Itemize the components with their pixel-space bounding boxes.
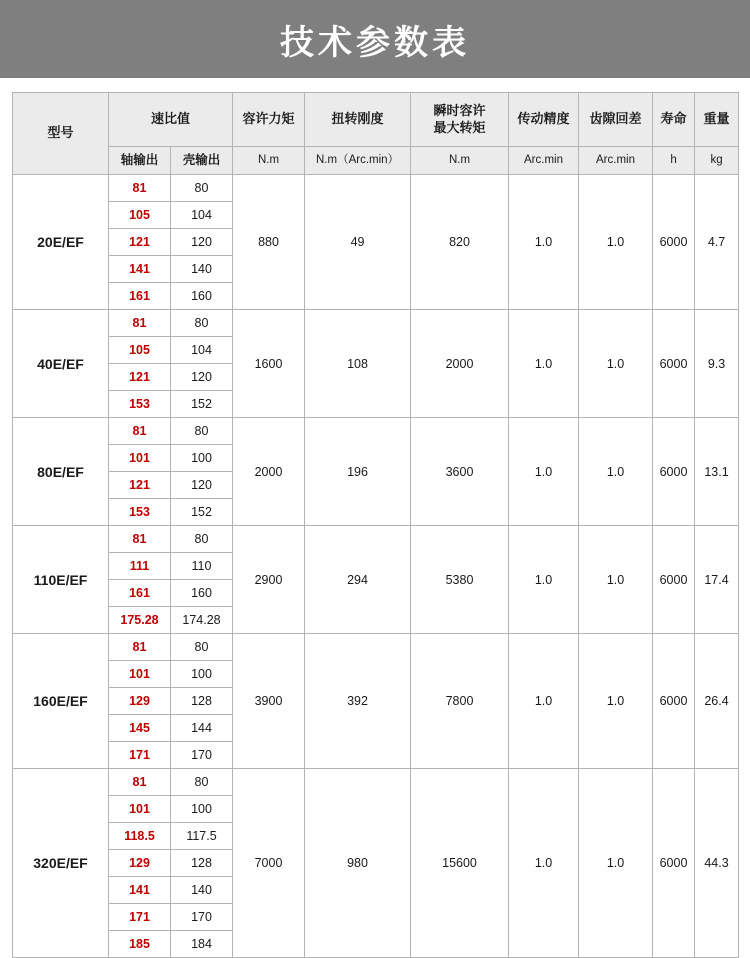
cell-ratio-shaft: 121: [109, 472, 171, 499]
table-row: [13, 418, 739, 445]
cell-momentary-max-torque: 15600: [411, 769, 509, 958]
cell-backlash: 1.0: [579, 175, 653, 310]
specification-table: [12, 92, 739, 958]
cell-life: 6000: [653, 418, 695, 526]
cell-ratio-shell: 174.28: [171, 607, 233, 634]
header-ratio-group: 速比值: [109, 93, 233, 147]
cell-torsional-stiffness: 980: [305, 769, 411, 958]
cell-momentary-max-torque: 7800: [411, 634, 509, 769]
cell-ratio-shell: 80: [171, 769, 233, 796]
table-row: [13, 310, 739, 337]
cell-transmission-precision: 1.0: [509, 418, 579, 526]
cell-ratio-shell: 144: [171, 715, 233, 742]
header-weight: 重量: [695, 93, 739, 147]
cell-transmission-precision: 1.0: [509, 175, 579, 310]
cell-allow-torque: 1600: [233, 310, 305, 418]
header-ratio-shaft: 轴输出: [109, 147, 171, 175]
table-row: [13, 526, 739, 553]
cell-weight: 44.3: [695, 769, 739, 958]
header-backlash: 齿隙回差: [579, 93, 653, 147]
header-momentary-max-torque-line1: 瞬时容许: [433, 103, 486, 119]
cell-ratio-shell: 152: [171, 499, 233, 526]
cell-weight: 26.4: [695, 634, 739, 769]
cell-allow-torque: 2000: [233, 418, 305, 526]
unit-torsional-stiffness: N.m（Arc.min）: [305, 147, 411, 175]
header-life: 寿命: [653, 93, 695, 147]
cell-ratio-shaft: 171: [109, 904, 171, 931]
cell-ratio-shaft: 81: [109, 418, 171, 445]
cell-ratio-shaft: 175.28: [109, 607, 171, 634]
cell-ratio-shaft: 111: [109, 553, 171, 580]
cell-ratio-shaft: 118.5: [109, 823, 171, 850]
cell-ratio-shell: 80: [171, 526, 233, 553]
cell-life: 6000: [653, 310, 695, 418]
page-title: 技术参数表: [280, 23, 470, 62]
cell-momentary-max-torque: 3600: [411, 418, 509, 526]
cell-ratio-shaft: 153: [109, 499, 171, 526]
cell-ratio-shell: 80: [171, 310, 233, 337]
cell-weight: 9.3: [695, 310, 739, 418]
cell-ratio-shaft: 153: [109, 391, 171, 418]
cell-ratio-shaft: 105: [109, 202, 171, 229]
cell-model: 110E/EF: [13, 526, 109, 634]
header-row-units: [13, 147, 739, 175]
cell-weight: 13.1: [695, 418, 739, 526]
cell-ratio-shell: 170: [171, 742, 233, 769]
cell-ratio-shell: 120: [171, 364, 233, 391]
table-row: [13, 769, 739, 796]
cell-ratio-shaft: 161: [109, 580, 171, 607]
cell-transmission-precision: 1.0: [509, 634, 579, 769]
cell-torsional-stiffness: 196: [305, 418, 411, 526]
cell-model: 80E/EF: [13, 418, 109, 526]
cell-ratio-shell: 104: [171, 202, 233, 229]
cell-ratio-shaft: 141: [109, 256, 171, 283]
cell-ratio-shell: 140: [171, 256, 233, 283]
cell-momentary-max-torque: 2000: [411, 310, 509, 418]
cell-ratio-shell: 120: [171, 229, 233, 256]
header-model: 型号: [13, 93, 109, 175]
cell-model: 160E/EF: [13, 634, 109, 769]
cell-ratio-shaft: 121: [109, 229, 171, 256]
cell-ratio-shell: 110: [171, 553, 233, 580]
cell-ratio-shell: 100: [171, 661, 233, 688]
cell-ratio-shaft: 81: [109, 769, 171, 796]
table-head: [13, 93, 739, 175]
cell-ratio-shell: 80: [171, 418, 233, 445]
cell-ratio-shell: 117.5: [171, 823, 233, 850]
cell-ratio-shell: 104: [171, 337, 233, 364]
cell-model: 320E/EF: [13, 769, 109, 958]
cell-weight: 4.7: [695, 175, 739, 310]
cell-backlash: 1.0: [579, 310, 653, 418]
cell-backlash: 1.0: [579, 634, 653, 769]
cell-momentary-max-torque: 5380: [411, 526, 509, 634]
cell-ratio-shaft: 101: [109, 661, 171, 688]
unit-momentary-max-torque: N.m: [411, 147, 509, 175]
header-ratio-shell: 壳输出: [171, 147, 233, 175]
cell-transmission-precision: 1.0: [509, 526, 579, 634]
table-body: [13, 175, 739, 958]
cell-ratio-shell: 160: [171, 283, 233, 310]
cell-ratio-shaft: 105: [109, 337, 171, 364]
cell-ratio-shell: 120: [171, 472, 233, 499]
cell-ratio-shell: 170: [171, 904, 233, 931]
cell-momentary-max-torque: 820: [411, 175, 509, 310]
cell-ratio-shaft: 81: [109, 634, 171, 661]
cell-model: 20E/EF: [13, 175, 109, 310]
cell-torsional-stiffness: 49: [305, 175, 411, 310]
cell-torsional-stiffness: 392: [305, 634, 411, 769]
cell-ratio-shaft: 185: [109, 931, 171, 958]
cell-ratio-shell: 100: [171, 796, 233, 823]
cell-ratio-shell: 80: [171, 634, 233, 661]
cell-ratio-shell: 152: [171, 391, 233, 418]
cell-weight: 17.4: [695, 526, 739, 634]
cell-torsional-stiffness: 294: [305, 526, 411, 634]
cell-allow-torque: 7000: [233, 769, 305, 958]
cell-life: 6000: [653, 769, 695, 958]
cell-backlash: 1.0: [579, 526, 653, 634]
cell-torsional-stiffness: 108: [305, 310, 411, 418]
cell-ratio-shell: 80: [171, 175, 233, 202]
cell-ratio-shaft: 81: [109, 310, 171, 337]
cell-ratio-shaft: 121: [109, 364, 171, 391]
cell-ratio-shaft: 81: [109, 175, 171, 202]
cell-ratio-shaft: 101: [109, 445, 171, 472]
cell-allow-torque: 880: [233, 175, 305, 310]
cell-ratio-shaft: 129: [109, 688, 171, 715]
page-banner: [0, 0, 750, 78]
cell-ratio-shell: 184: [171, 931, 233, 958]
cell-ratio-shaft: 141: [109, 877, 171, 904]
header-momentary-max-torque-line2: 最大转矩: [433, 119, 486, 135]
cell-life: 6000: [653, 526, 695, 634]
cell-allow-torque: 2900: [233, 526, 305, 634]
header-momentary-max-torque: [411, 93, 509, 147]
unit-allow-torque: N.m: [233, 147, 305, 175]
table-row: [13, 634, 739, 661]
cell-ratio-shaft: 171: [109, 742, 171, 769]
cell-life: 6000: [653, 175, 695, 310]
header-allow-torque: 容许力矩: [233, 93, 305, 147]
cell-ratio-shaft: 101: [109, 796, 171, 823]
cell-backlash: 1.0: [579, 769, 653, 958]
cell-allow-torque: 3900: [233, 634, 305, 769]
table-row: [13, 175, 739, 202]
cell-ratio-shell: 140: [171, 877, 233, 904]
cell-ratio-shaft: 81: [109, 526, 171, 553]
cell-backlash: 1.0: [579, 418, 653, 526]
cell-ratio-shaft: 145: [109, 715, 171, 742]
unit-life: h: [653, 147, 695, 175]
cell-life: 6000: [653, 634, 695, 769]
table-container: [0, 78, 750, 958]
unit-transmission-precision: Arc.min: [509, 147, 579, 175]
header-row-primary: [13, 93, 739, 147]
cell-ratio-shell: 128: [171, 850, 233, 877]
cell-ratio-shell: 100: [171, 445, 233, 472]
cell-transmission-precision: 1.0: [509, 310, 579, 418]
header-torsional-stiffness: 扭转刚度: [305, 93, 411, 147]
header-transmission-precision: 传动精度: [509, 93, 579, 147]
unit-weight: kg: [695, 147, 739, 175]
cell-model: 40E/EF: [13, 310, 109, 418]
cell-ratio-shaft: 161: [109, 283, 171, 310]
cell-ratio-shaft: 129: [109, 850, 171, 877]
cell-ratio-shell: 128: [171, 688, 233, 715]
cell-transmission-precision: 1.0: [509, 769, 579, 958]
cell-ratio-shell: 160: [171, 580, 233, 607]
unit-backlash: Arc.min: [579, 147, 653, 175]
